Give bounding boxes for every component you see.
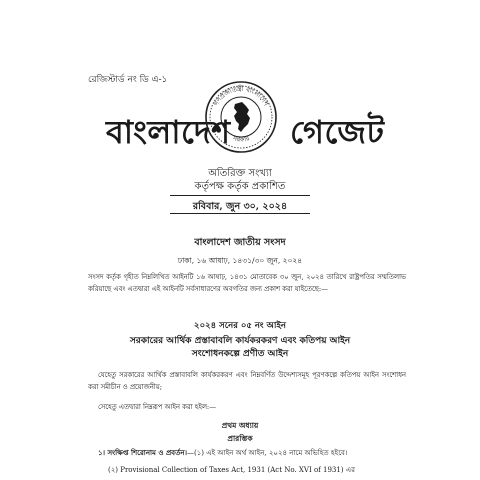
seal-text-top: গণপ্রজাতন্ত্রী বাংলাদেশ [212,84,271,108]
dhaka-date-line: ঢাকা, ১৬ আষাঢ়, ১৪৩১/৩০ জুন, ২০২৪ [177,256,303,265]
parliament-heading: বাংলাদেশ জাতীয় সংসদ [194,237,286,248]
assent-paragraph: সংসদ কর্তৃক গৃহীত নিম্নলিখিত আইনটি ১৬ আষাঢ়, ১৪৩১ মোতাবেক ৩০ জুন, ২০২৪ তারিখে রাষ্ট্রপতির সম্মতিলাভ করিয়াছে এবং এতদ্বারা এই আইনটি সর্বসাধারণের অবগতির জন্য প্রকাশ করা যাইতেছে:— [88,273,406,293]
masthead-bangladesh: বাংলাদেশ [106,113,231,151]
preliminary-heading: প্রারম্ভিক [227,434,253,443]
extraordinary-issue: অতিরিক্ত সংখ্যা [208,168,272,179]
registration-number: রেজিস্টার্ড নং ডি এ-১ [88,75,168,85]
enactment-line: সেহেতু এতদ্বারা নিম্নরূপ আইন করা হইল:— [98,403,217,411]
divider-top [170,195,310,196]
government-seal-icon [204,80,278,154]
section-1 [98,447,418,459]
preamble-paragraph: যেহেতু সরকারের আর্থিক প্রস্তাবাবলি কার্যকরকরণ এবং নিম্নবর্ণিত উদ্দেশ্যসমূহ পূরণকল্পে কতিপয় আইন সংশোধন করা সমীচীন ও প্রয়োজনীয়; [88,371,406,391]
published-by-authority: কর্তৃপক্ষ কর্তৃক প্রকাশিত [194,181,286,192]
section-1-heading: ১। সংক্ষিপ্ত শিরোনাম ও প্রবর্তন। [98,448,187,457]
section-1-subsection-2: (২) Provisional Collection of Taxes Act, 1931 (Act No. XVI of 1931) এর [108,466,355,474]
chapter-heading: প্রথম অধ্যায় [221,421,259,430]
svg-text:সরকার [231,134,251,144]
section-1-text: —(১) এই আইন অর্থ আইন, ২০২৪ নামে অভিহিত হইবে। [187,449,348,457]
act-title-line-1: সরকারের আর্থিক প্রস্তাবাবলি কার্যকরকরণ এবং কতিপয় আইন [129,336,351,346]
act-number: ২০২৪ সনের ০৫ নং আইন [194,321,286,331]
act-title-line-2: সংশোধনকল্পে প্রণীত আইন [191,349,289,359]
issue-date: রবিবার, জুন ৩০, ২০২৪ [192,201,288,212]
divider-bottom [170,213,310,214]
seal-text-bottom: সরকার [231,134,251,144]
masthead-gazette: গেজেট [290,113,385,151]
